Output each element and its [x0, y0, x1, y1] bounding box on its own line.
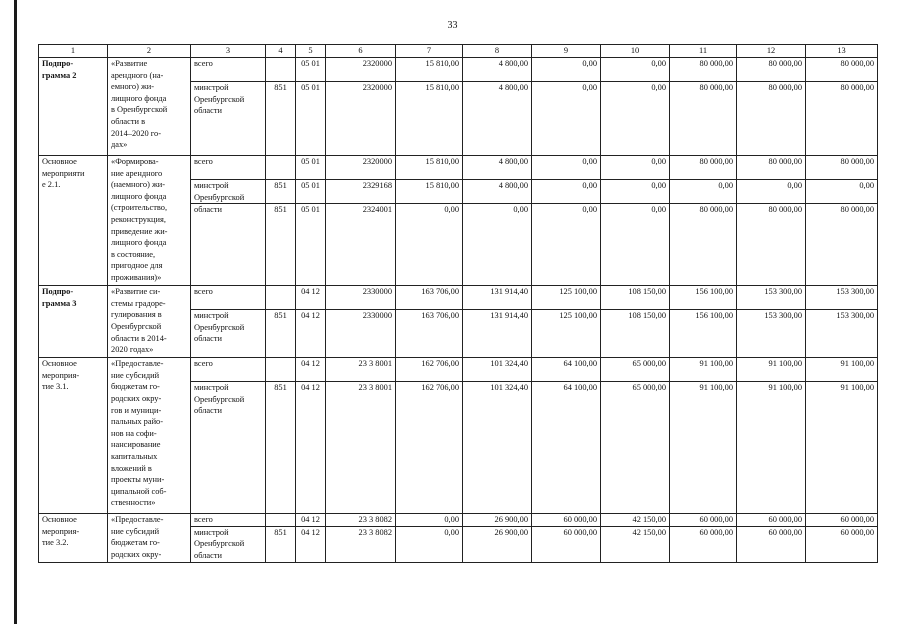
value-cell: 4 800,00 — [463, 82, 532, 156]
value-cell: 0,00 — [532, 204, 601, 286]
value-cell: 60 000,00 — [670, 514, 737, 527]
value-cell: 04 12 — [296, 358, 326, 382]
value-cell: 0,00 — [396, 526, 463, 562]
value-cell: 4 800,00 — [463, 58, 532, 82]
column-header: 9 — [532, 45, 601, 58]
value-cell: 91 100,00 — [737, 382, 806, 514]
value-cell: 91 100,00 — [670, 382, 737, 514]
executor-cell: минстрой Оренбургской — [191, 180, 266, 204]
value-cell: 851 — [266, 526, 296, 562]
column-header: 8 — [463, 45, 532, 58]
executor-cell: всего — [191, 58, 266, 82]
value-cell: 0,00 — [601, 58, 670, 82]
value-cell: 42 150,00 — [601, 526, 670, 562]
value-cell: 0,00 — [670, 180, 737, 204]
value-cell — [266, 156, 296, 180]
value-cell: 04 12 — [296, 526, 326, 562]
value-cell: 163 706,00 — [396, 310, 463, 358]
value-cell: 4 800,00 — [463, 180, 532, 204]
value-cell: 156 100,00 — [670, 310, 737, 358]
value-cell: 23 3 8001 — [326, 358, 396, 382]
program-title-cell: «Развитие арендного (на- емного) жи- лищного фонда в Оренбургской области в 2014–2020 го- дах» — [108, 58, 191, 156]
value-cell: 851 — [266, 382, 296, 514]
value-cell: 60 000,00 — [532, 514, 601, 527]
value-cell: 0,00 — [463, 204, 532, 286]
executor-cell: минстрой Оренбургской области — [191, 526, 266, 562]
value-cell: 05 01 — [296, 82, 326, 156]
value-cell: 131 914,40 — [463, 286, 532, 310]
value-cell: 153 300,00 — [737, 310, 806, 358]
value-cell: 153 300,00 — [806, 286, 878, 310]
column-header: 13 — [806, 45, 878, 58]
column-header: 4 — [266, 45, 296, 58]
value-cell: 2330000 — [326, 310, 396, 358]
value-cell — [266, 358, 296, 382]
executor-cell: всего — [191, 286, 266, 310]
value-cell: 23 3 8001 — [326, 382, 396, 514]
executor-cell: всего — [191, 358, 266, 382]
value-cell — [266, 514, 296, 527]
value-cell: 2320000 — [326, 82, 396, 156]
executor-cell: минстрой Оренбургской области — [191, 310, 266, 358]
value-cell: 60 000,00 — [532, 526, 601, 562]
value-cell: 0,00 — [532, 58, 601, 82]
value-cell: 80 000,00 — [737, 156, 806, 180]
value-cell: 2324001 — [326, 204, 396, 286]
value-cell: 108 150,00 — [601, 286, 670, 310]
value-cell: 0,00 — [532, 82, 601, 156]
value-cell: 91 100,00 — [806, 382, 878, 514]
table-row — [39, 358, 878, 382]
program-name-cell: Подпро- грамма 3 — [39, 286, 108, 358]
value-cell: 0,00 — [532, 156, 601, 180]
value-cell: 04 12 — [296, 286, 326, 310]
table-row — [39, 514, 878, 527]
page-number: 33 — [447, 20, 458, 31]
value-cell: 05 01 — [296, 180, 326, 204]
value-cell: 0,00 — [396, 204, 463, 286]
program-name-cell: Основное мероприяти е 2.1. — [39, 156, 108, 286]
column-header: 5 — [296, 45, 326, 58]
executor-cell: всего — [191, 156, 266, 180]
value-cell: 101 324,40 — [463, 358, 532, 382]
value-cell: 0,00 — [532, 180, 601, 204]
value-cell — [266, 58, 296, 82]
column-header: 3 — [191, 45, 266, 58]
column-header: 11 — [670, 45, 737, 58]
value-cell: 80 000,00 — [737, 204, 806, 286]
value-cell: 0,00 — [601, 82, 670, 156]
value-cell: 0,00 — [601, 156, 670, 180]
column-header: 12 — [737, 45, 806, 58]
program-name-cell: Подпро- грамма 2 — [39, 58, 108, 156]
value-cell: 0,00 — [737, 180, 806, 204]
column-header: 2 — [108, 45, 191, 58]
value-cell: 05 01 — [296, 156, 326, 180]
value-cell: 80 000,00 — [670, 156, 737, 180]
program-title-cell: «Формирова- ние арендного (наемного) жи- лищного фонда (строительство, реконструкция, приведение жи- лищного фонда в состояние, пригодное для проживания)» — [108, 156, 191, 286]
value-cell: 65 000,00 — [601, 358, 670, 382]
value-cell: 60 000,00 — [806, 526, 878, 562]
value-cell: 80 000,00 — [737, 58, 806, 82]
program-title-cell: «Предоставле- ние субсидий бюджетам го- родских окру- — [108, 514, 191, 563]
value-cell: 80 000,00 — [806, 204, 878, 286]
table-body — [39, 45, 878, 563]
value-cell: 2329168 — [326, 180, 396, 204]
value-cell: 153 300,00 — [806, 310, 878, 358]
value-cell: 65 000,00 — [601, 382, 670, 514]
value-cell: 156 100,00 — [670, 286, 737, 310]
value-cell: 851 — [266, 82, 296, 156]
value-cell: 125 100,00 — [532, 286, 601, 310]
value-cell: 05 01 — [296, 58, 326, 82]
column-header: 1 — [39, 45, 108, 58]
value-cell: 80 000,00 — [737, 82, 806, 156]
column-header: 6 — [326, 45, 396, 58]
value-cell: 101 324,40 — [463, 382, 532, 514]
value-cell: 15 810,00 — [396, 180, 463, 204]
value-cell: 2320000 — [326, 156, 396, 180]
program-title-cell: «Предоставле- ние субсидий бюджетам го- родских окру- гов и муници- пальных райо- нов на софи- нансирование капитальных вложений в проекты муни- ципальной соб- ственности» — [108, 358, 191, 514]
value-cell: 60 000,00 — [737, 514, 806, 527]
value-cell: 60 000,00 — [806, 514, 878, 527]
column-header: 10 — [601, 45, 670, 58]
value-cell: 2320000 — [326, 58, 396, 82]
value-cell: 4 800,00 — [463, 156, 532, 180]
value-cell: 163 706,00 — [396, 286, 463, 310]
header-row — [39, 45, 878, 58]
executor-cell: всего — [191, 514, 266, 527]
value-cell: 04 12 — [296, 310, 326, 358]
value-cell: 04 12 — [296, 382, 326, 514]
value-cell: 0,00 — [806, 180, 878, 204]
column-header: 7 — [396, 45, 463, 58]
value-cell: 23 3 8082 — [326, 526, 396, 562]
value-cell — [266, 286, 296, 310]
value-cell: 80 000,00 — [670, 58, 737, 82]
value-cell: 80 000,00 — [806, 156, 878, 180]
executor-cell: минстрой Оренбургской области — [191, 382, 266, 514]
value-cell: 0,00 — [396, 514, 463, 527]
value-cell: 15 810,00 — [396, 58, 463, 82]
value-cell: 108 150,00 — [601, 310, 670, 358]
page-left-edge-line — [14, 0, 17, 624]
value-cell: 42 150,00 — [601, 514, 670, 527]
value-cell: 0,00 — [601, 180, 670, 204]
value-cell: 2330000 — [326, 286, 396, 310]
value-cell: 131 914,40 — [463, 310, 532, 358]
value-cell: 851 — [266, 204, 296, 286]
value-cell: 80 000,00 — [670, 82, 737, 156]
value-cell: 80 000,00 — [670, 204, 737, 286]
executor-cell: области — [191, 204, 266, 286]
value-cell: 23 3 8082 — [326, 514, 396, 527]
value-cell: 04 12 — [296, 514, 326, 527]
value-cell: 64 100,00 — [532, 358, 601, 382]
table-row — [39, 286, 878, 310]
executor-cell: минстрой Оренбургской области — [191, 82, 266, 156]
program-title-cell: «Развитие си- стемы градоре- гулирования в Оренбургской области в 2014- 2020 годах» — [108, 286, 191, 358]
table-row — [39, 156, 878, 180]
value-cell: 80 000,00 — [806, 58, 878, 82]
value-cell: 91 100,00 — [670, 358, 737, 382]
table-row — [39, 58, 878, 82]
value-cell: 0,00 — [601, 204, 670, 286]
value-cell: 91 100,00 — [737, 358, 806, 382]
value-cell: 91 100,00 — [806, 358, 878, 382]
value-cell: 153 300,00 — [737, 286, 806, 310]
value-cell: 60 000,00 — [737, 526, 806, 562]
value-cell: 851 — [266, 310, 296, 358]
value-cell: 60 000,00 — [670, 526, 737, 562]
value-cell: 15 810,00 — [396, 82, 463, 156]
program-name-cell: Основное мероприя- тие 3.1. — [39, 358, 108, 514]
value-cell: 162 706,00 — [396, 382, 463, 514]
value-cell: 26 900,00 — [463, 514, 532, 527]
value-cell: 162 706,00 — [396, 358, 463, 382]
value-cell: 05 01 — [296, 204, 326, 286]
budget-table — [38, 44, 878, 563]
value-cell: 80 000,00 — [806, 82, 878, 156]
value-cell: 851 — [266, 180, 296, 204]
value-cell: 15 810,00 — [396, 156, 463, 180]
value-cell: 64 100,00 — [532, 382, 601, 514]
value-cell: 125 100,00 — [532, 310, 601, 358]
program-name-cell: Основное мероприя- тие 3.2. — [39, 514, 108, 563]
value-cell: 26 900,00 — [463, 526, 532, 562]
